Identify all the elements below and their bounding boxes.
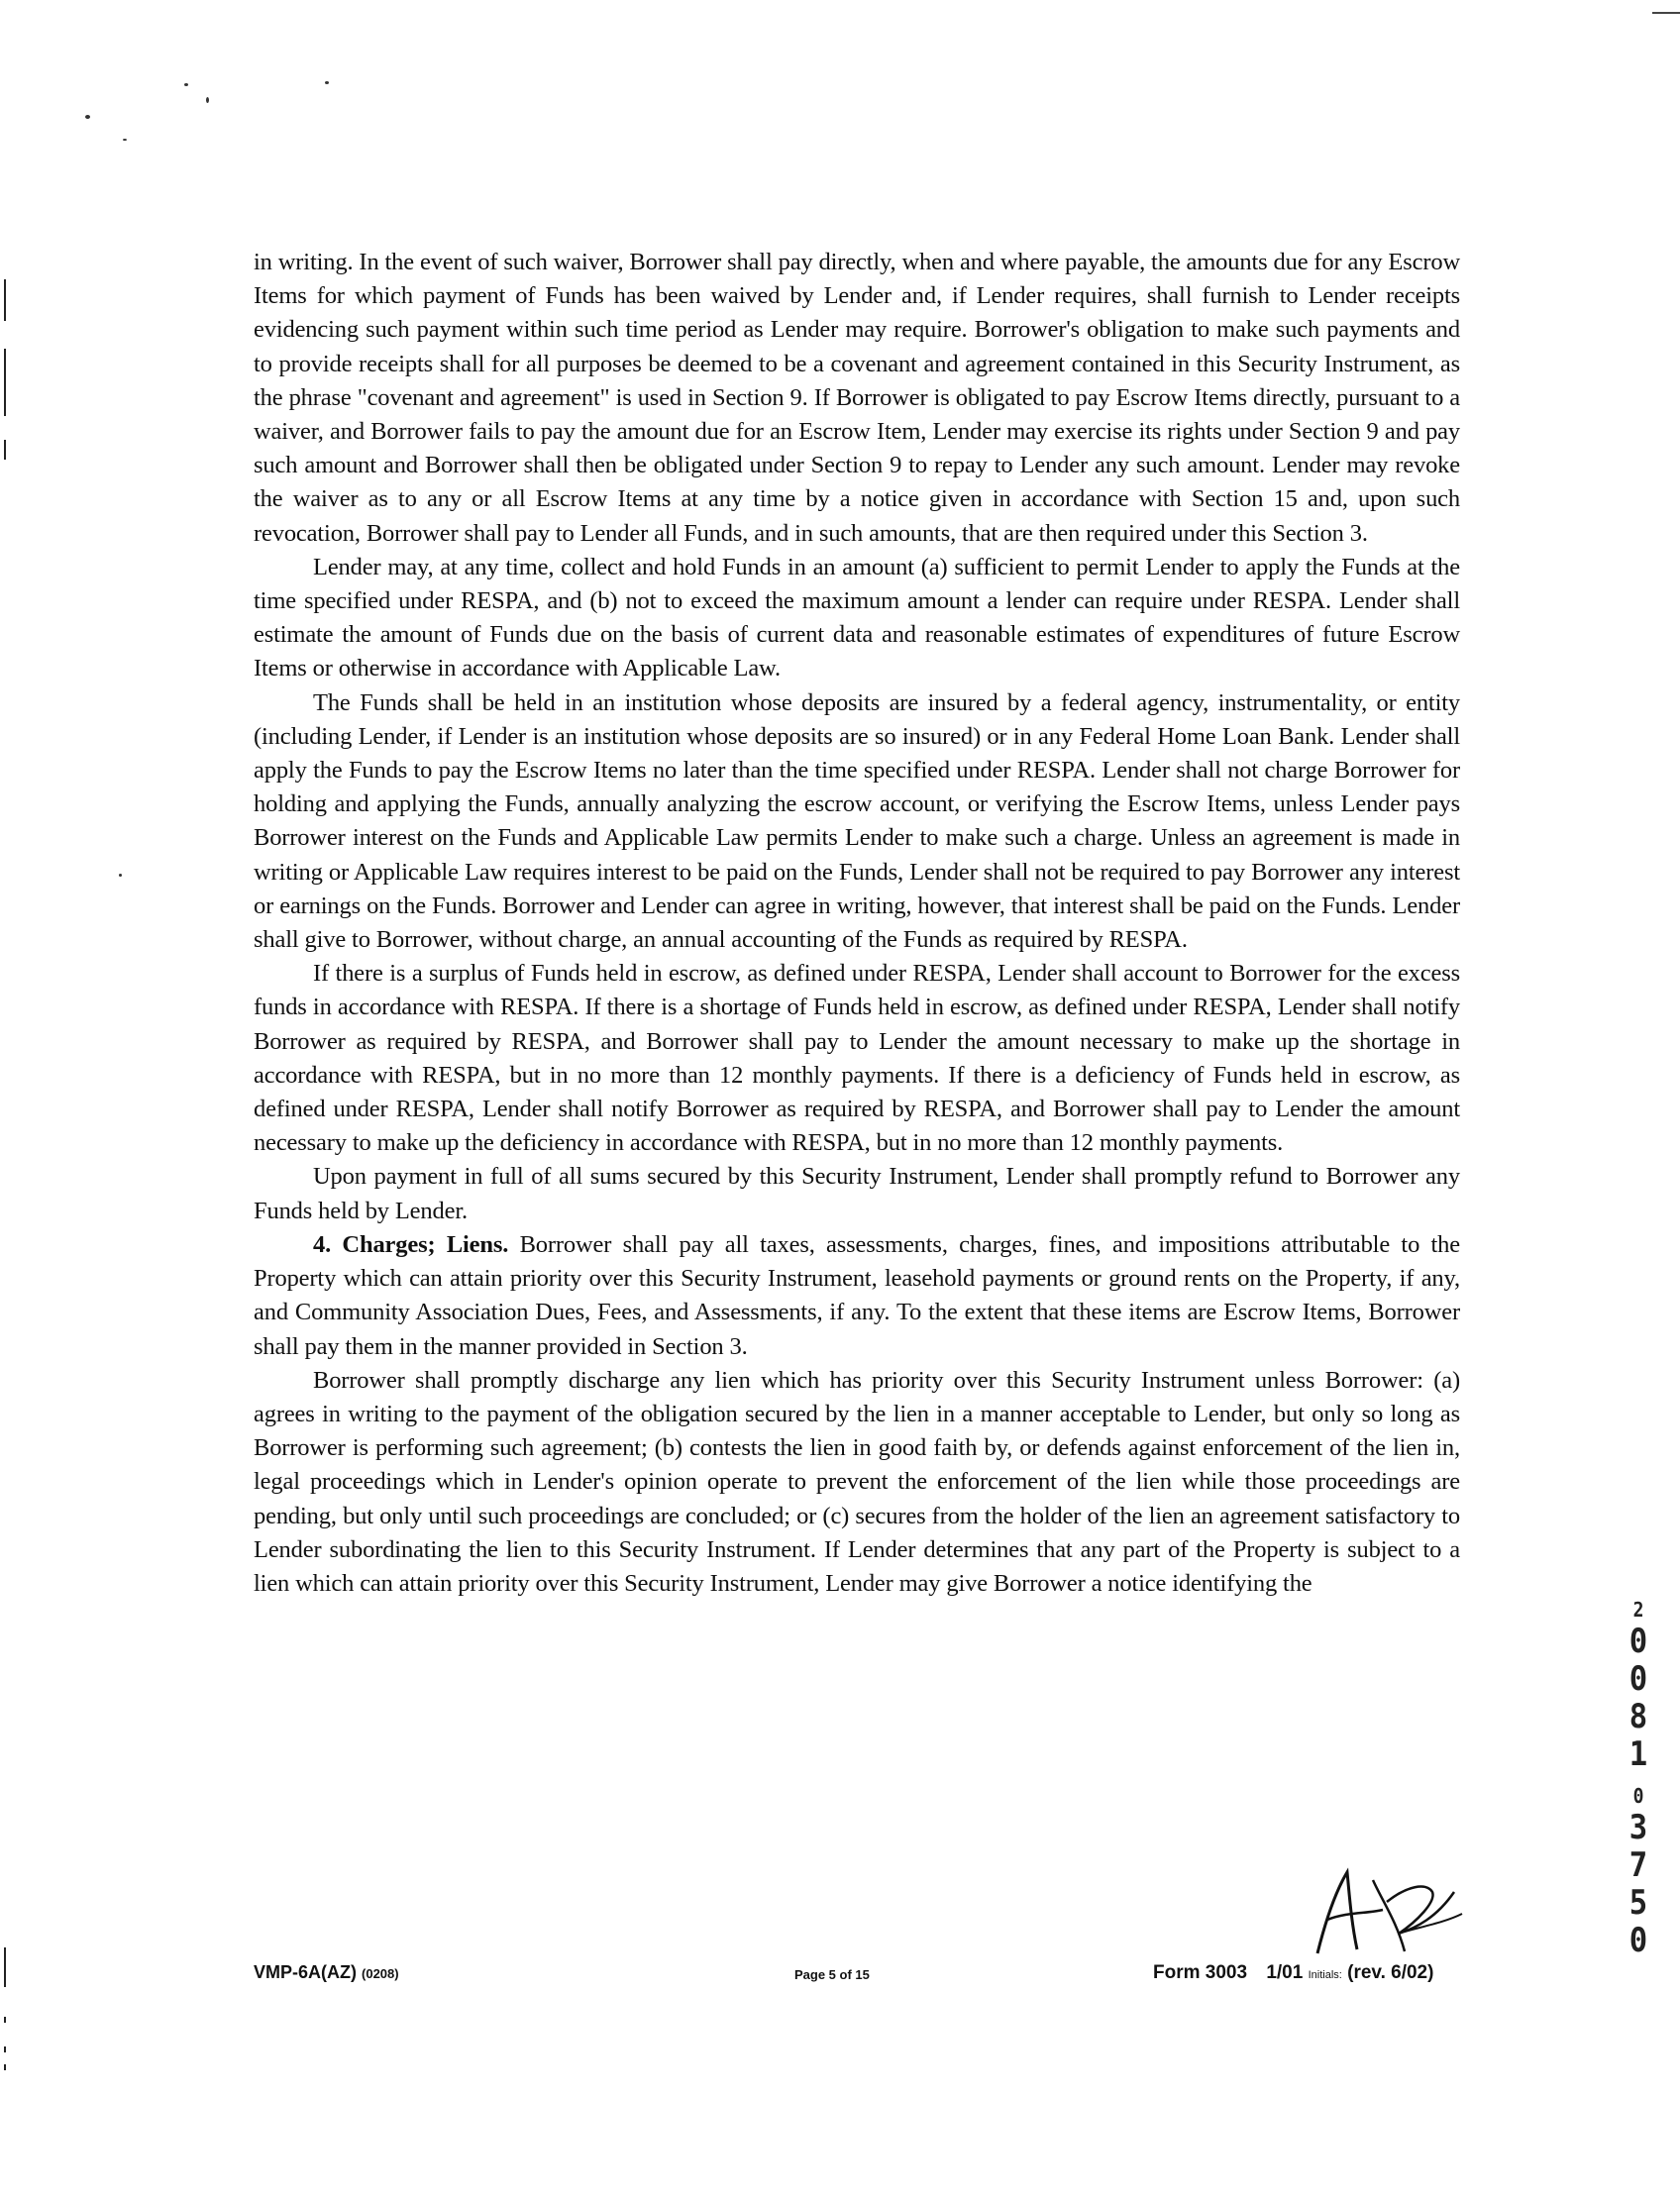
footer-form-id [254,1962,399,1983]
paragraph [254,246,1460,551]
scan-margin-line [4,1947,6,1987]
scan-speck [325,81,329,84]
paragraph [254,551,1460,686]
form-id: VMP-6A(AZ) [254,1962,357,1982]
margin-stamp-top [1626,1597,1650,1773]
scan-margin-line [4,279,6,321]
paragraph-text: If there is a surplus of Funds held in escrow, as defined under RESPA, Lender shall account to Borrower for the excess funds in accordance with RESPA. If there is a shortage of Funds held in escrow, as defined under RESPA, Lender shall notify Borrower as required by RESPA, and Borrower shall pay to Lender the amount necessary to make up the shortage in accordance with RESPA, but in no more than 12 monthly payments. If there is a deficiency of Funds held in escrow, as defined under RESPA, Lender shall notify Borrower as required by RESPA, and Borrower shall pay to Lender the amount necessary to make up the deficiency in accordance with RESPA, but in no more than 12 monthly payments. [254,960,1460,1157]
scan-speck [123,139,127,141]
form-date: 1/01 [1266,1962,1304,1983]
scan-margin-line [4,440,6,460]
footer-page-number [794,1967,870,1982]
paragraph [254,686,1460,958]
stamp-digit: 0 [1628,1659,1648,1699]
form-number: Form 3003 [1153,1962,1248,1983]
scan-margin-line [4,349,6,416]
page-label: Page 5 of 15 [794,1967,870,1982]
paragraph [254,1228,1460,1364]
paragraph-text: Upon payment in full of all sums secured by this Security Instrument, Lender shall promptly refund to Borrower any Funds held by Lender. [254,1163,1460,1224]
scan-speck [206,97,209,103]
stamp-digit: 8 [1628,1697,1648,1736]
stamp-digit: 2 [1632,1598,1644,1622]
scan-margin-line [4,2017,6,2023]
scan-speck [119,874,122,877]
paragraph-text: in writing. In the event of such waiver, Borrower shall pay directly, when and where payable, the amounts due for any Escrow Items for which payment of Funds has been waived by Lender and, if Lender requires, shall furnish to Lender receipts evidencing such payment within such time period as Lender may require. Borrower's obligation to make such payments and to provide receipts shall for all purposes be deemed to be a covenant and agreement contained in this Security Instrument, as the phrase "covenant and agreement" is used in Section 9. If Borrower is obligated to pay Escrow Items directly, pursuant to a waiver, and Borrower fails to pay the amount due for an Escrow Item, Lender may exercise its rights under Section 9 and pay such amount and Borrower shall then be obligated under Section 9 to repay to Lender any such amount. Lender may revoke the waiver as to any or all Escrow Items at any time by a notice given in accordance with Section 15 and, upon such revocation, Borrower shall pay to Lender all Funds, and in such amounts, that are then required under this Section 3. [254,249,1460,547]
margin-stamp-bottom [1626,1783,1650,1959]
stamp-digit: 3 [1628,1808,1648,1847]
paragraph [254,1160,1460,1227]
scan-margin-line [4,2064,6,2070]
document-body [254,246,1460,1601]
scan-speck [85,115,90,119]
paragraph [254,1364,1460,1601]
footer-form-number [1153,1962,1433,1984]
scan-margin-line [4,2046,6,2052]
stamp-digit: 7 [1628,1845,1648,1885]
stamp-digit: 1 [1628,1734,1648,1774]
paragraph-text: Borrower shall promptly discharge any lien which has priority over this Security Instrument unless Borrower: (a) agrees in writing to the payment of the obligation secured by the lien in a manner acceptable to Lender, but only so long as Borrower is performing such agreement; (b) contests the lien in good faith by, or defends against enforcement of the lien in, legal proceedings which in Lender's opinion operate to prevent the enforcement of the lien while those proceedings are pending, but only until such proceedings are concluded; or (c) secures from the holder of the lien an agreement satisfactory to Lender subordinating the lien to this Security Instrument. If Lender determines that any part of the Property is subject to a lien which can attain priority over this Security Instrument, Lender may give Borrower a notice identifying the [254,1366,1460,1597]
paragraph-text: Borrower shall pay all taxes, assessments, charges, fines, and impositions attributable to the Property which can attain priority over this Security Instrument, leasehold payments or ground rents on the Property, if any, and Community Association Dues, Fees, and Assessments, if any. To the extent that these items are Escrow Items, Borrower shall pay them in the manner provided in Section 3. [254,1230,1460,1360]
scan-speck [184,83,188,86]
form-code: (0208) [362,1966,399,1981]
initials-signature [1288,1862,1466,1971]
stamp-digit: 0 [1628,1622,1648,1661]
paragraph [254,957,1460,1160]
stamp-digit: 0 [1628,1921,1648,1960]
paragraph-text: Lender may, at any time, collect and hold Funds in an amount (a) sufficient to permit Lender to apply the Funds at the time specified under RESPA, and (b) not to exceed the maximum amount a lender can require under RESPA. Lender shall estimate the amount of Funds due on the basis of current data and reasonable estimates of expenditures of future Escrow Items or otherwise in accordance with Applicable Law. [254,553,1460,682]
top-edge-rule [1652,12,1680,14]
stamp-digit: 5 [1628,1883,1648,1923]
paragraph-text: The Funds shall be held in an institution whose deposits are insured by a federal agency, instrumentality, or entity (including Lender, if Lender is an institution whose deposits are so insured) or in any Federal Home Loan Bank. Lender shall apply the Funds to pay the Escrow Items no later than the time specified under RESPA. Lender shall not charge Borrower for holding and applying the Funds, annually analyzing the escrow account, or verifying the Escrow Items, unless Lender pays Borrower interest on the Funds and Applicable Law permits Lender to make such a charge. Unless an agreement is made in writing or Applicable Law requires interest to be paid on the Funds, Lender shall not be required to pay Borrower any interest or earnings on the Funds. Borrower and Lender can agree in writing, however, that interest shall be paid on the Funds. Lender shall give to Borrower, without charge, an annual accounting of the Funds as required by RESPA. [254,688,1460,954]
initials-label: Initials: [1308,1969,1342,1981]
form-revision: (rev. 6/02) [1347,1962,1434,1983]
stamp-digit: 0 [1632,1784,1644,1808]
section-title: 4. Charges; Liens. [313,1230,509,1258]
